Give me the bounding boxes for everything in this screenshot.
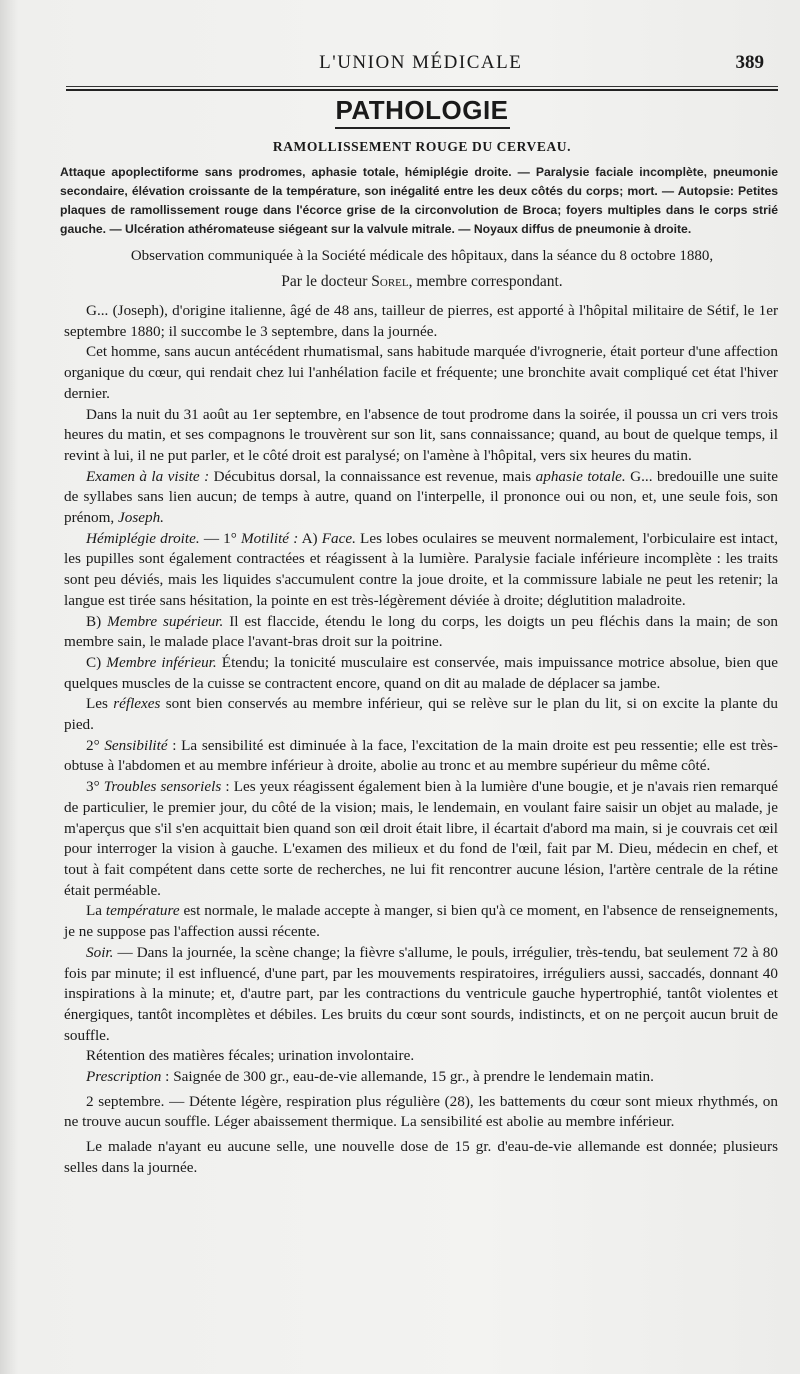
paragraph-text: — 1°: [199, 529, 241, 547]
soir-label: Soir.: [86, 943, 114, 961]
paragraph-text: sont bien conservés au membre inférieur, qui se relève sur le plan du lit, si on excite la plante du pied.: [64, 695, 778, 734]
face-label: Face.: [321, 529, 356, 547]
paragraph-text: — Dans la journée, la scène change; la fièvre s'allume, le pouls, irrégulier, très-tendu, bat seulement 72 à 80 fois par minute; il est influencé, d'une part, par les mouvements respiratoires, irréguliers aussi, saccadés, donnant 40 inspirations à la minute; et, d'autre part, par les contractions du ventricule gauche hypertrophié, tantôt violentes et énergiques, tantôt incomplètes et débiles. Les bruits du cœur sont sourds, indistincts, et on ne perçoit aucun bruit de souffle.: [64, 943, 778, 1044]
paragraph-text: : La sensibilité est diminuée à la face, l'excitation de la main droite est peu ressentie; elle est très-obtuse à l'abdomen et au membre inférieur à droite, abolie au tronc et au membre supérieur du même côté.: [64, 736, 778, 775]
paragraph-text: 2°: [86, 736, 105, 754]
article-body: [64, 301, 778, 1179]
header-rule-thick: [66, 89, 778, 91]
paragraph-text: : Saignée de 300 gr., eau-de-vie allemande, 15 gr., à prendre le lendemain matin.: [161, 1068, 654, 1086]
prescription-label: Prescription: [86, 1068, 162, 1086]
paragraph-text: Les: [86, 695, 114, 713]
paragraph-text: Étendu; la tonicité musculaire est conservée, mais impuissance motrice absolue, bien que quelques muscles de la cuisse se contractent encore, quand on dit au malade de déplacer sa jambe.: [64, 653, 779, 692]
paragraph-text: G... bredouille une suite de syllabes sans lien aucun; de temps à autre, quand on l'interpelle, il prononce oui ou non, et, une seule fois, son prénom,: [64, 467, 778, 527]
paragraph-text: La: [86, 902, 106, 920]
paragraph-text: 3°: [86, 778, 104, 796]
author-prefix: Par le docteur: [281, 273, 368, 290]
paragraph-soir: [64, 943, 778, 1047]
section-title: PATHOLOGIE: [335, 95, 509, 125]
paragraph-temperature: [64, 901, 778, 942]
motilite-label: Motilité :: [240, 529, 299, 547]
title-rule: [335, 127, 510, 129]
paragraph-text: Il est flaccide, étendu le long du corps, les doigts un peu fléchis dans la main; de son membre sain, le malade place l'avant-bras droit sur la poitrine.: [64, 612, 779, 651]
paragraph-text: C): [86, 653, 107, 671]
paragraph-prescription: [64, 1067, 778, 1088]
running-head: L'UNION MÉDICALE: [319, 52, 523, 73]
membre-inferieur-label: Membre inférieur.: [106, 653, 217, 671]
paragraph-text: Décubitus dorsal, la connaissance est revenue, mais: [209, 467, 536, 485]
paragraph-text: est normale, le malade accepte à manger, si bien qu'à ce moment, en l'absence de renseignements, je ne suppose pas l'affection aussi récente.: [64, 902, 778, 941]
header-rule: [66, 86, 778, 87]
paragraph-sensibilite: [64, 736, 778, 777]
paragraph: G... (Joseph), d'origine italienne, âgé de 48 ans, tailleur de pierres, est apporté à l'hôpital militaire de Sétif, le 1er septembre 1880; il succombe le 3 septembre, dans la journée.: [64, 302, 778, 340]
patient-name: Joseph.: [118, 509, 164, 527]
sensibilite-label: Sensibilité: [104, 736, 168, 754]
paragraph-text: : Les yeux réagissent également bien à la lumière d'une bougie, et je n'avais rien remarqué de particulier, le premier jour, du côté de la vision; mais, le lendemain, en voulant faire saisir un objet au malade, je m'aperçus que s'il s'en acquittait bien quand son œil droit était libre, il écartait d'abord ma main, si je couvrais cet œil pour interroger la vision à gauche. L'examen des milieux et du fond de l'œil, fait par M. Dieu, médecin en chef, et tout à fait compétent dans cette sorte de recherches, ne lui fit rencontrer aucune lésion, l'artère centrale de la rétine était perméable.: [64, 778, 779, 899]
author-suffix: , membre correspondant.: [408, 273, 563, 290]
presentation-line: Observation communiquée à la Société médicale des hôpitaux, dans la séance du 8 octobre 1880,: [130, 248, 714, 264]
paragraph-membre-inferieur: [64, 653, 778, 694]
article-summary: [60, 163, 778, 239]
page-number: 389: [735, 52, 764, 73]
paragraph: Dans la nuit du 31 août au 1er septembre, en l'absence de tout prodrome dans la soirée, il poussa un cri vers trois heures du matin, et ses compagnons le trouvèrent sur son lit, sans connaissance; quand, au bout de quelque temps, il revint à lui, il ne put parler, et le côté droit est paralysé; on l'amène à l'hôpital, vers six heures du matin.: [64, 405, 778, 464]
page-header: [66, 52, 778, 86]
paragraph-text: A): [298, 529, 322, 547]
membre-superieur-label: Membre supérieur.: [107, 612, 224, 630]
paragraph-reflexes: [64, 694, 778, 735]
article-title: RAMOLLISSEMENT ROUGE DU CERVEAU.: [272, 139, 572, 154]
author-name: Sorel: [371, 273, 409, 290]
reflexes-label: réflexes: [113, 695, 161, 713]
aphasie-italic: aphasie totale.: [535, 467, 626, 485]
paragraph-troubles: [64, 777, 778, 901]
paragraph-text: B): [86, 612, 108, 630]
paragraph: Cet homme, sans aucun antécédent rhumatismal, sans habitude marquée d'ivrognerie, était porteur d'une affection organique du cœur, qui rendait chez lui l'anhélation facile et fréquente; une bronchite avait compliqué cet état l'hiver dernier.: [64, 343, 778, 402]
paragraph-hemiplegie: [64, 529, 778, 612]
author-line: [66, 273, 778, 291]
summary-text: Attaque apoplectiforme sans prodromes, aphasie totale, hémiplégie droite. — Paralysie faciale incomplète, pneumonie secondaire, élévation croissante de la température, son inégalité entre les deux côtés du corps; mort. — Autopsie: Petites plaques de ramollissement rouge dans l'écorce grise de la circonvolution de Broca; foyers multiples dans le corps strié gauche. — Ulcération athéromateuse siégeant sur la valvule mitrale. — Noyaux diffus de pneumonie à droite.: [60, 165, 778, 236]
paragraph-text: Les lobes oculaires se meuvent normalement, l'orbiculaire est intact, les pupilles sont également contractées et réagissent à la lumière. Paralysie faciale inférieure incomplète : les traits sont peu déviés, mais les liquides s'accumulent contre la joue droite, et la commissure labiale ne peut les retenir; la langue est tirée sans hésitation, la pointe en est très-légèrement déviée à droite; déglutition maladroite.: [64, 529, 779, 609]
paragraph-examen: [64, 467, 778, 529]
examen-label: Examen à la visite :: [86, 467, 210, 485]
troubles-label: Troubles sensoriels: [103, 778, 222, 796]
paragraph: Rétention des matières fécales; urination involontaire.: [86, 1047, 415, 1065]
temperature-label: température: [105, 902, 180, 920]
paragraph: Le malade n'ayant eu aucune selle, une nouvelle dose de 15 gr. d'eau-de-vie allemande est donnée; plusieurs selles dans la journée.: [64, 1138, 778, 1176]
hemiplegie-label: Hémiplégie droite.: [86, 529, 200, 547]
paragraph-2-septembre: 2 septembre. — Détente légère, respiration plus régulière (28), les battements du cœur sont mieux rhythmés, on ne trouve aucun souffle. Léger abaissement thermique. La sensibilité est abolie au membre inférieur.: [64, 1092, 778, 1131]
paragraph-membre-superieur: [64, 612, 778, 653]
